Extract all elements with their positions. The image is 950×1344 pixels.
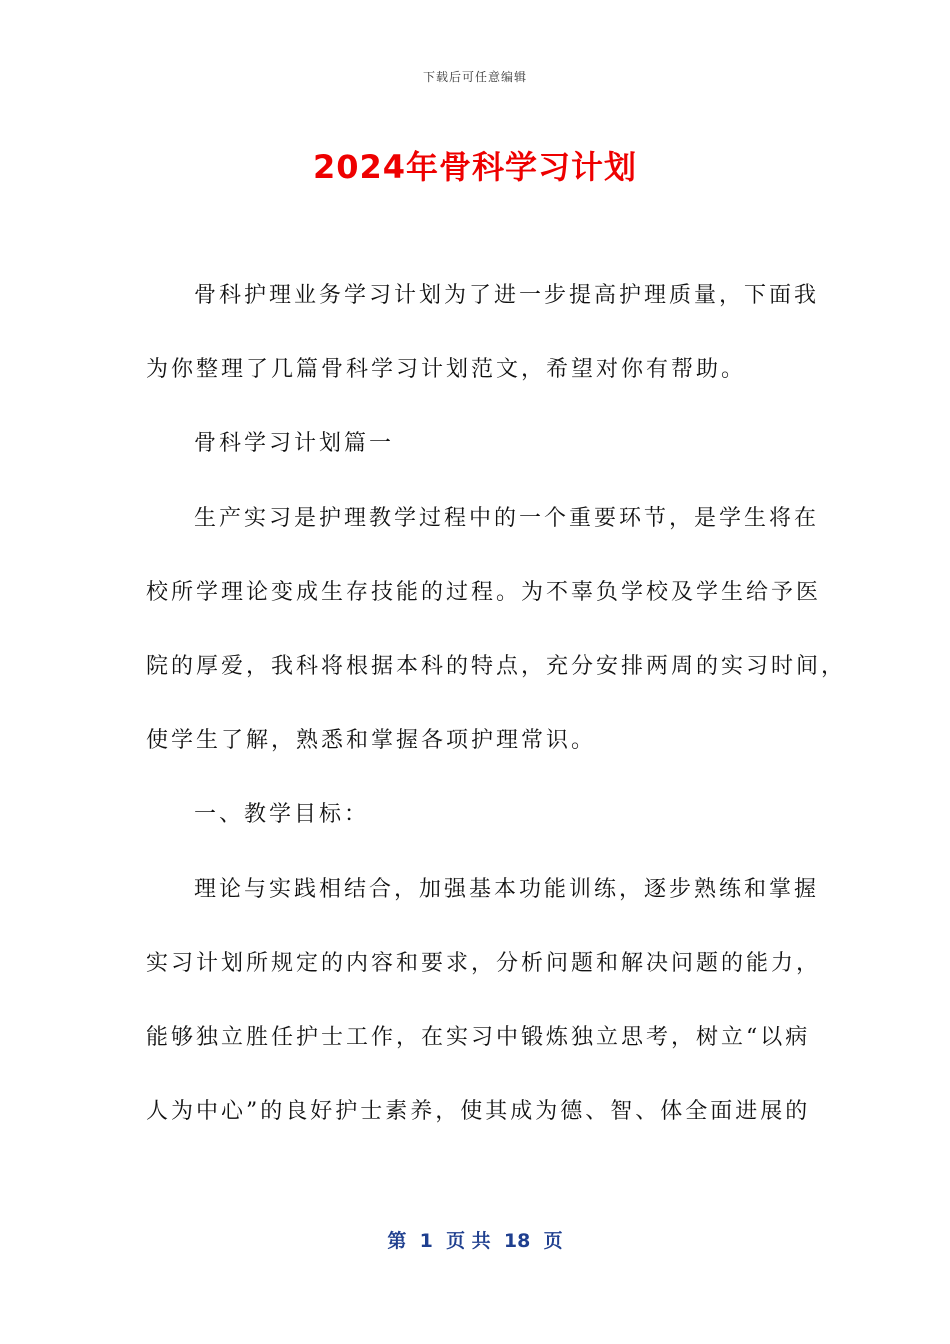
document-body bbox=[146, 274, 847, 1164]
paragraph-line: 理论与实践相结合，加强基本功能训练，逐步熟练和掌握 bbox=[194, 876, 820, 902]
paragraph-line: 使学生了解，熟悉和掌握各项护理常识。 bbox=[146, 728, 597, 754]
section-heading: 骨科学习计划篇一 bbox=[194, 431, 395, 457]
paragraph-line: 校所学理论变成生存技能的过程。为不辜负学校及学生给予医 bbox=[146, 579, 822, 605]
paragraph-line: 骨科护理业务学习计划为了进一步提高护理质量，下面我 bbox=[194, 283, 820, 308]
paragraph-line: 能够独立胜任护士工作，在实习中锻炼独立思考，树立“以病 bbox=[146, 1024, 811, 1050]
paragraph-line: 实习计划所规定的内容和要求，分析问题和解决问题的能力， bbox=[146, 950, 822, 976]
paragraph-line: 为你整理了几篇骨科学习计划范文，希望对你有帮助。 bbox=[146, 357, 747, 383]
document-title: 2024年骨科学习计划 bbox=[312, 148, 638, 186]
page-number: 第 1 页 共 18 页 bbox=[387, 1230, 563, 1252]
paragraph-line: 生产实习是护理教学过程中的一个重要环节，是学生将在 bbox=[194, 505, 820, 531]
header-note: 下载后可任意编辑 bbox=[422, 70, 527, 84]
section-heading: 一、教学目标： bbox=[194, 802, 370, 828]
paragraph-line: 院的厚爱，我科将根据本科的特点，充分安排两周的实习时间， bbox=[146, 653, 847, 679]
paragraph-line: 人为中心”的良好护士素养，使其成为德、智、体全面进展的 bbox=[146, 1099, 811, 1125]
